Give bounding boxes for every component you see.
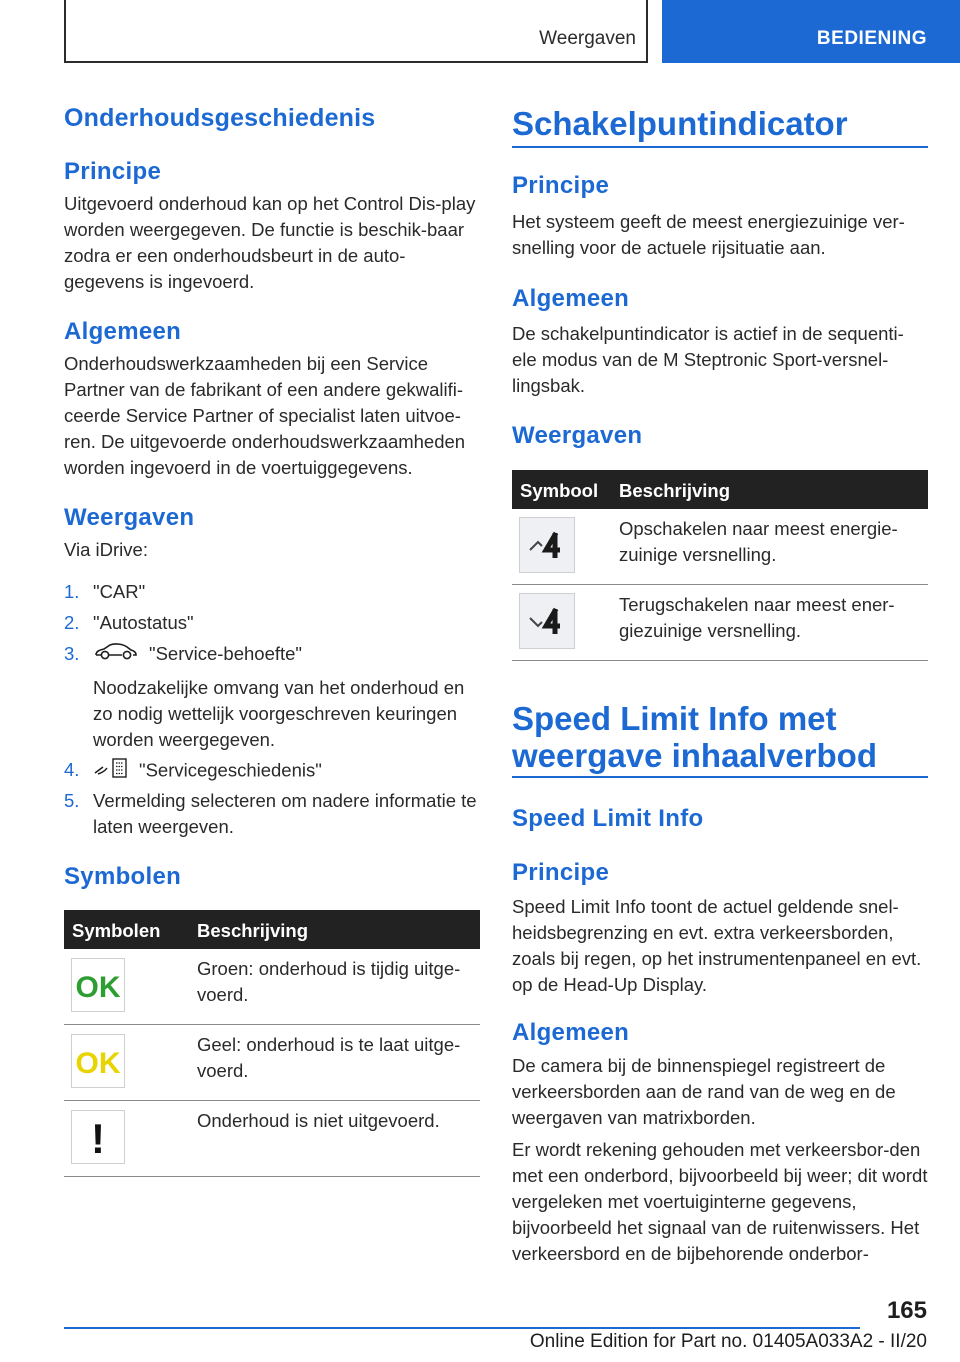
heading-speed-limit-info-no-passing: Speed Limit Info met weergave inhaalverbod [512, 700, 877, 774]
header-section-label: BEDIENING [816, 28, 927, 49]
ok-green-icon [71, 958, 125, 1012]
ok-yellow-icon [71, 1034, 125, 1088]
heading-shift-indicator: Schakelpuntindicator [512, 105, 848, 142]
header-title: Weergaven [539, 28, 636, 49]
table-cell-description: Opschakelen naar meest energie-zuinige versnelling. [619, 518, 898, 565]
heading-general: Algemeen [512, 285, 630, 312]
list-text-wrap [93, 757, 480, 786]
paragraph-general: De schakelpuntindicator is actief in de sequenti-ele modus van de M Steptronic Sport-versnel-lingsbak. [512, 323, 904, 396]
upshift-4-icon [519, 517, 575, 573]
paragraph-general-supplementary: Er wordt rekening gehouden met verkeersbor-den met een onderbord, bijvoorbeeld bij weer; dit wordt vergeleken met voertuiginterne gegevens, bijvoorbeeld het signaal van de ruitenwissers. Het verkeersbord en de bijbehorende onderbor- [512, 1139, 928, 1264]
list-text-wrap [93, 641, 480, 668]
heading-rule [512, 776, 928, 778]
table-cell-description: Onderhoud is niet uitgevoerd. [197, 1110, 440, 1131]
heading-general: Algemeen [64, 318, 182, 345]
table-header-cell: Symbolen [72, 920, 161, 941]
table-header-cell: Beschrijving [197, 920, 309, 941]
header-section-tab [662, 0, 960, 63]
table-row [64, 1101, 480, 1177]
paragraph-principle: Het systeem geeft de meest energiezuinige ver-snelling voor de actuele rijsituatie aan. [512, 211, 905, 258]
list-number: 1. [64, 581, 80, 602]
paragraph-via-idrive: Via iDrive: [64, 539, 148, 560]
list-number: 4. [64, 759, 80, 780]
footer-rule [64, 1327, 860, 1329]
footer-edition: Online Edition for Part no. 01405A033A2 - II/20 [529, 1331, 927, 1352]
heading-general: Algemeen [512, 1019, 630, 1046]
table-header [64, 910, 480, 949]
page-number: 165 [886, 1297, 927, 1324]
list-item [64, 788, 480, 840]
car-service-icon [93, 642, 139, 668]
exclamation-icon [71, 1110, 125, 1164]
table-header-cell: Beschrijving [619, 480, 731, 501]
list-text: Vermelding selecteren om nadere informatie te laten weergeven. [93, 790, 477, 837]
table-cell-description: Groen: onderhoud is tijdig uitge-voerd. [197, 958, 461, 1005]
heading-display: Weergaven [512, 422, 643, 449]
ok-yellow-glyph: OK [75, 1047, 121, 1080]
list-text: "Servicegeschiedenis" [139, 759, 322, 781]
list-text: "Service-behoefte" [149, 643, 302, 664]
table-row [64, 1025, 480, 1101]
table-cell-description: Geel: onderhoud is te laat uitge-voerd. [197, 1034, 461, 1081]
table-row [64, 949, 480, 1025]
paragraph-general: Onderhoudswerkzaamheden bij een Service Partner van de fabrikant of een andere gekwalifi-ceerde Service Partner of specialist laten uitvoe-ren. De uitgevoerde onderhoudswerkzaamheden worden ingevoerd in de voertuiggegevens. [64, 353, 466, 478]
heading-speed-limit-info: Speed Limit Info [512, 805, 704, 832]
heading-symbols: Symbolen [64, 863, 182, 890]
table-cell-description: Terugschakelen naar meest ener-giezuinige versnelling. [619, 594, 895, 641]
table-header [512, 470, 928, 509]
heading-maintenance-history: Onderhoudsgeschiedenis [64, 104, 376, 132]
header-bar [64, 0, 648, 63]
heading-principle: Principe [512, 859, 610, 886]
list-number: 5. [64, 790, 80, 811]
table-row [512, 509, 928, 585]
heading-principle: Principe [64, 158, 162, 185]
paragraph-principle: Speed Limit Info toont de actuel geldende snel-heidsbegrenzing en evt. extra verkeersborden, zoals bij regen, op het instrumentenpaneel en evt. op de Head-Up Display. [512, 896, 922, 995]
ok-green-glyph: OK [75, 971, 121, 1004]
downshift-4-icon [519, 593, 575, 649]
list-number: 3. [64, 643, 80, 664]
paragraph-principle: Uitgevoerd onderhoud kan op het Control Dis-play worden weergegeven. De functie is beschik-baar zodra er een onderhoudsbeurt in de auto-gegevens is ingevoerd. [64, 193, 476, 292]
heading-display: Weergaven [64, 504, 195, 531]
shift-symbols-table [512, 470, 928, 660]
table-header-cell: Symbool [520, 480, 599, 501]
service-history-icon [93, 757, 129, 786]
list-text: "CAR" [93, 581, 146, 602]
symbols-table [64, 910, 480, 1176]
exclamation-glyph: ! [91, 1115, 105, 1162]
table-row [512, 585, 928, 661]
heading-principle: Principe [512, 172, 610, 199]
heading-rule [512, 146, 928, 148]
list-text: "Autostatus" [93, 612, 194, 633]
list-number: 2. [64, 612, 80, 633]
list-item-extra: Noodzakelijke omvang van het onderhoud en zo nodig wettelijk voorgeschreven keuringen worden weergegeven. [93, 677, 465, 750]
paragraph-general-camera: De camera bij de binnenspiegel registreert de verkeersborden aan de rand van de weg en de weergaven van matrixborden. [512, 1055, 896, 1128]
